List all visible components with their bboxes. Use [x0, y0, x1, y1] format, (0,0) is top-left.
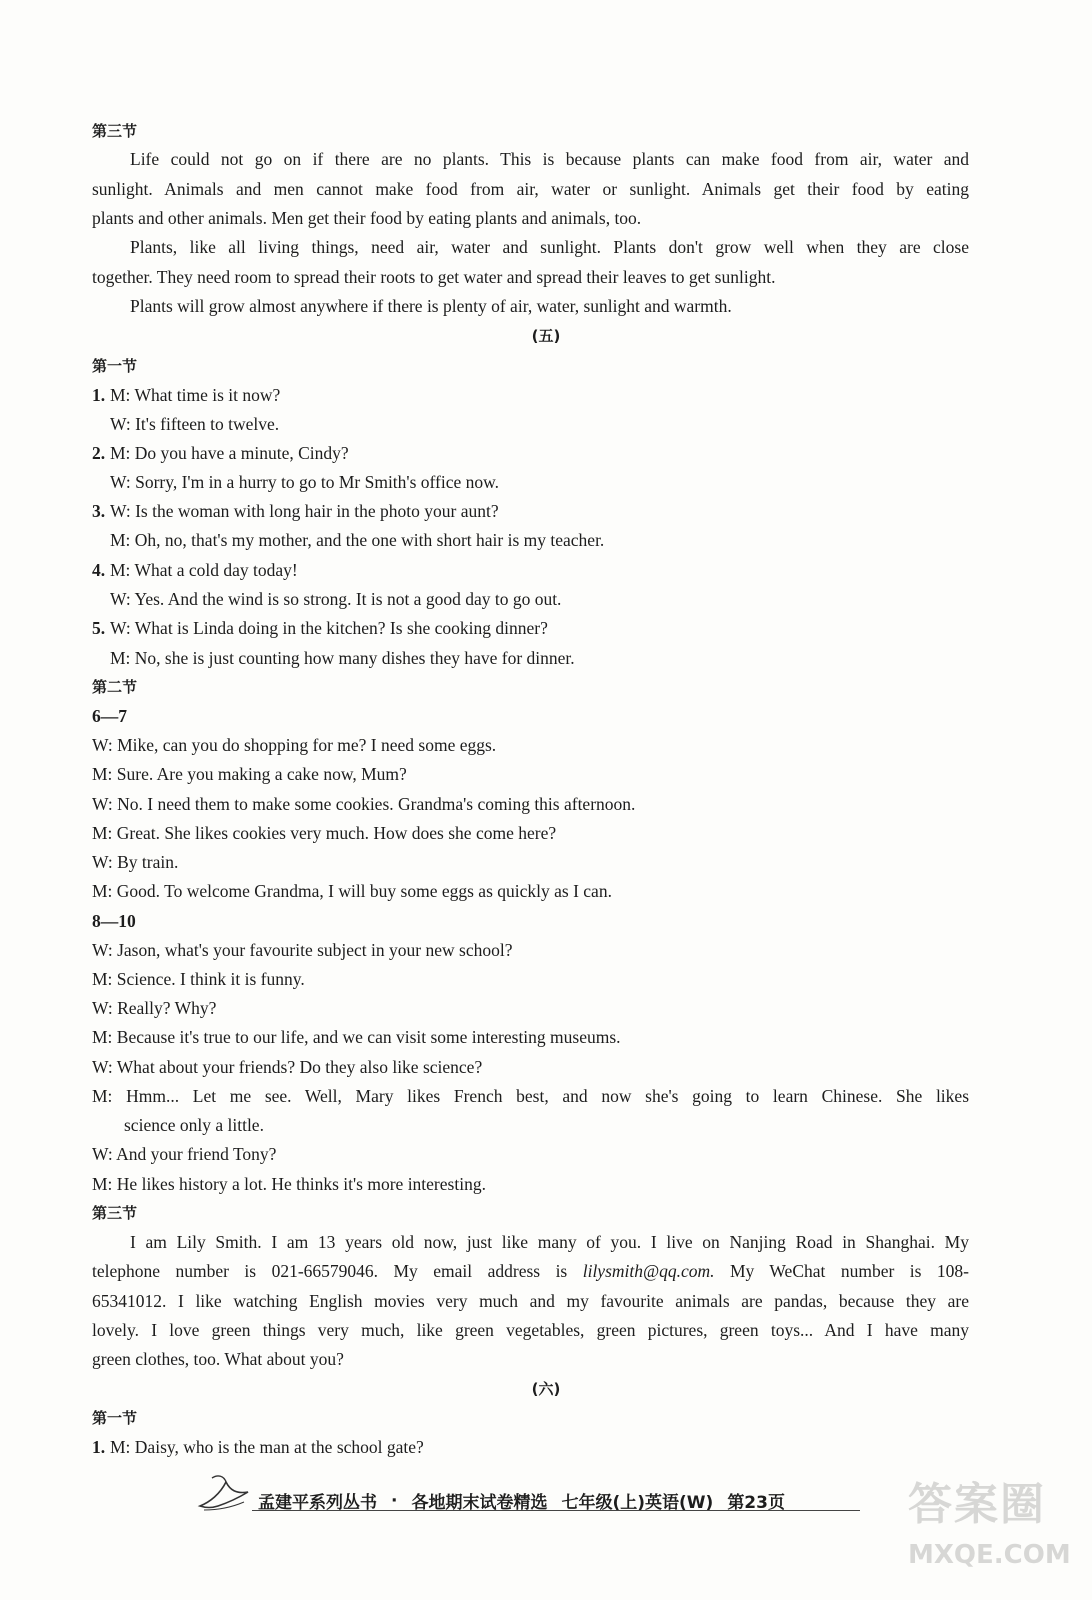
- dialogue-line: W: Jason, what's your favourite subject in your new school?: [92, 940, 513, 960]
- paragraph-line: telephone number is 021-66579046. My email address is lilysmith@qq.com. My WeChat number is 108-: [92, 1261, 969, 1281]
- dialogue-line: W: Yes. And the wind is so strong. It is not a good day to go out.: [110, 589, 562, 609]
- footer-collection: 各地期末试卷精选: [411, 1493, 548, 1513]
- dialogue-line: W: What is Linda doing in the kitchen? Is she cooking dinner?: [110, 618, 548, 638]
- watermark-text: 答案圈: [908, 1479, 1046, 1530]
- dialogue-line: science only a little.: [124, 1115, 264, 1135]
- dialogue-line: M: He likes history a lot. He thinks it's more interesting.: [92, 1174, 486, 1194]
- dialogue-line: M: Science. I think it is funny.: [92, 969, 305, 989]
- footer-grade: 七年级(上)英语(W): [561, 1493, 714, 1513]
- question-number: 2.: [92, 443, 106, 463]
- dialogue-line: M: Sure. Are you making a cake now, Mum?: [92, 764, 407, 784]
- dialogue-line: M: Great. She likes cookies very much. How does she come here?: [92, 823, 557, 843]
- dialogue-line: W: By train.: [92, 852, 179, 872]
- question-number: 5.: [92, 618, 106, 638]
- dialogue-line: M: No, she is just counting how many dishes they have for dinner.: [110, 648, 575, 668]
- dialogue-line: M: Do you have a minute, Cindy?: [110, 443, 349, 463]
- dialogue-line: M: Oh, no, that's my mother, and the one with short hair is my teacher.: [110, 530, 605, 550]
- footer-series: 孟建平系列丛书: [258, 1493, 377, 1513]
- paragraph-line: plants and other animals. Men get their food by eating plants and animals, too.: [92, 208, 642, 228]
- paragraph-line: green clothes, too. What about you?: [92, 1349, 344, 1369]
- dialogue-line: W: Is the woman with long hair in the photo your aunt?: [110, 501, 499, 521]
- page-number: 第23页: [727, 1493, 785, 1513]
- section-heading: 第三节: [92, 122, 138, 140]
- dialogue-line: W: No. I need them to make some cookies. Grandma's coming this afternoon.: [92, 794, 636, 814]
- paragraph-line: Plants will grow almost anywhere if there is plenty of air, water, sunlight and warmth.: [130, 296, 732, 316]
- dialogue-line: W: And your friend Tony?: [92, 1144, 277, 1164]
- watermark: [908, 1468, 1078, 1588]
- section-heading: 第三节: [92, 1204, 138, 1222]
- question-number: 4.: [92, 560, 106, 580]
- watermark-url: MXQE.COM: [908, 1540, 1071, 1570]
- paragraph-line: Plants, like all living things, need air, water and sunlight. Plants don't grow well when they are close: [130, 237, 969, 257]
- dialogue-line: M: Because it's true to our life, and we can visit some interesting museums.: [92, 1027, 621, 1047]
- dialogue-line: W: Sorry, I'm in a hurry to go to Mr Smith's office now.: [110, 472, 499, 492]
- question-number: 3.: [92, 501, 106, 521]
- dialogue-line: W: Mike, can you do shopping for me? I need some eggs.: [92, 735, 497, 755]
- part-title: (六): [531, 1380, 561, 1398]
- dialogue-line: M: Hmm... Let me see. Well, Mary likes French best, and now she's going to learn Chinese. She likes: [92, 1086, 969, 1106]
- section-heading: 第一节: [92, 357, 138, 375]
- part-title: (五): [531, 327, 561, 345]
- paragraph-line: 65341012. I like watching English movies very much and my favourite animals are pandas, because they are: [92, 1291, 969, 1311]
- section-heading: 第二节: [92, 678, 138, 696]
- swallow-logo-icon: [196, 1472, 252, 1512]
- footer-divider: [252, 1510, 860, 1511]
- dialogue-line: W: It's fifteen to twelve.: [110, 414, 280, 434]
- question-number: 1.: [92, 1437, 106, 1457]
- paragraph-line: I am Lily Smith. I am 13 years old now, just like many of you. I live on Nanjing Road in Shanghai. My: [130, 1232, 969, 1252]
- dialogue-line: M: What time is it now?: [110, 385, 281, 405]
- question-group-label: 8—10: [92, 911, 136, 931]
- paragraph-line: together. They need room to spread their roots to get water and spread their leaves to get sunlight.: [92, 267, 776, 287]
- section-heading: 第一节: [92, 1409, 138, 1427]
- email-address: lilysmith@qq.com.: [582, 1261, 715, 1281]
- dialogue-line: M: Good. To welcome Grandma, I will buy some eggs as quickly as I can.: [92, 881, 612, 901]
- dialogue-line: W: Really? Why?: [92, 998, 217, 1018]
- paragraph-line: sunlight. Animals and men cannot make food from air, water or sunlight. Animals get their food by eating: [92, 179, 969, 199]
- dialogue-line: M: Daisy, who is the man at the school gate?: [110, 1437, 424, 1457]
- paragraph-line: lovely. I love green things very much, like green vegetables, green pictures, green toys... And I have many: [92, 1320, 969, 1340]
- question-number: 1.: [92, 385, 106, 405]
- footer-dot: ·: [391, 1490, 398, 1511]
- question-group-label: 6—7: [92, 706, 127, 726]
- dialogue-line: W: What about your friends? Do they also like science?: [92, 1057, 483, 1077]
- paragraph-line: Life could not go on if there are no plants. This is because plants can make food from air, water and: [130, 149, 969, 169]
- dialogue-line: M: What a cold day today!: [110, 560, 298, 580]
